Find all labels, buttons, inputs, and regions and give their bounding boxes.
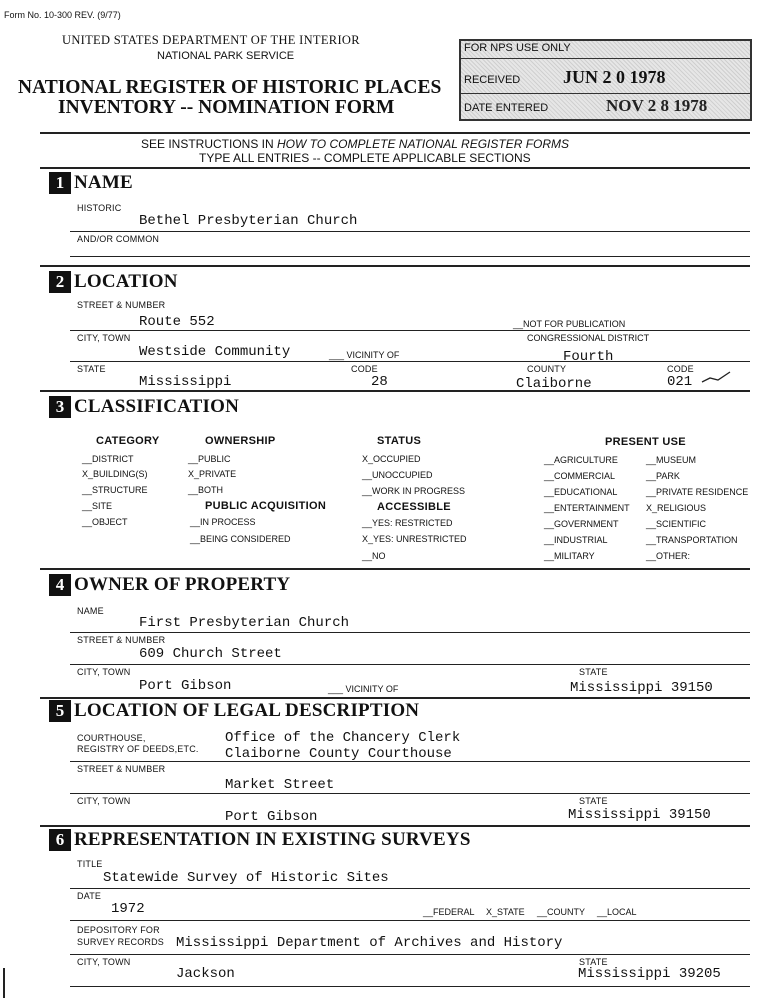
survey-state: X_STATE [486, 907, 525, 917]
nps-use-box [459, 39, 752, 121]
common-label: AND/OR COMMON [77, 234, 160, 244]
vicinity-of: ___ VICINITY OF [329, 350, 400, 360]
survey-city-label: CITY, TOWN [77, 957, 131, 967]
courthouse-label-1: COURTHOUSE, [77, 733, 146, 743]
location-county: Claiborne [516, 376, 592, 392]
section-6-number: 6 [49, 829, 71, 851]
scan-mark [3, 968, 5, 998]
agency-line-1: UNITED STATES DEPARTMENT OF THE INTERIOR [62, 33, 360, 47]
status-work-in-progress: __WORK IN PROGRESS [362, 486, 466, 496]
checkmark-icon [700, 370, 732, 386]
use-industrial: __INDUSTRIAL [544, 535, 608, 545]
section-4-title: OWNER OF PROPERTY [74, 574, 291, 595]
date-entered-label: DATE ENTERED [464, 102, 549, 114]
acquisition-considered: __BEING CONSIDERED [190, 534, 291, 544]
section-2-number: 2 [49, 271, 71, 293]
accessible-no: __NO [362, 551, 386, 561]
congressional-district: Fourth [563, 349, 614, 365]
received-label: RECEIVED [464, 74, 521, 86]
historic-label: HISTORIC [77, 203, 122, 213]
section-5-number: 5 [49, 700, 71, 722]
form-title-1: NATIONAL REGISTER OF HISTORIC PLACES [18, 77, 442, 98]
historic-name: Bethel Presbyterian Church [139, 213, 358, 229]
category-site: __SITE [82, 501, 113, 511]
category-buildings: X_BUILDING(S) [82, 469, 148, 479]
ownership-both: __BOTH [188, 485, 224, 495]
section-1-number: 1 [49, 172, 71, 194]
location-street: Route 552 [139, 314, 215, 330]
acquisition-in-process: __IN PROCESS [190, 517, 256, 527]
form-title-2: INVENTORY -- NOMINATION FORM [58, 97, 395, 118]
survey-state-label: STATE [579, 957, 608, 967]
legal-state: Mississippi 39150 [568, 807, 711, 823]
instructions-prefix: SEE INSTRUCTIONS IN [141, 137, 278, 151]
present-use-heading: PRESENT USE [605, 436, 686, 448]
rule [40, 825, 750, 827]
rule [40, 167, 750, 169]
location-city: Westside Community [139, 344, 291, 360]
rule [70, 664, 750, 665]
section-3-number: 3 [49, 396, 71, 418]
owner-street: 609 Church Street [139, 646, 282, 662]
use-military: __MILITARY [544, 551, 595, 561]
depository-value: Mississippi Department of Archives and History [176, 935, 563, 951]
status-occupied: X_OCCUPIED [362, 454, 421, 464]
use-other: __OTHER: [646, 551, 691, 561]
use-transportation: __TRANSPORTATION [646, 535, 738, 545]
nps-box-title: FOR NPS USE ONLY [464, 42, 571, 54]
instructions-line-1 [141, 137, 569, 151]
rule [70, 986, 750, 987]
rule [40, 697, 750, 699]
use-museum: __MUSEUM [646, 455, 697, 465]
ownership-public: __PUBLIC [188, 454, 231, 464]
rule [70, 361, 750, 362]
legal-street: Market Street [225, 777, 335, 793]
use-park: __PARK [646, 471, 680, 481]
owner-name-label: NAME [77, 606, 104, 616]
use-scientific: __SCIENTIFIC [646, 519, 707, 529]
category-structure: __STRUCTURE [82, 485, 148, 495]
legal-city-label: CITY, TOWN [77, 796, 131, 806]
use-commercial: __COMMERCIAL [544, 471, 616, 481]
use-educational: __EDUCATIONAL [544, 487, 618, 497]
owner-name: First Presbyterian Church [139, 615, 350, 631]
received-stamp: JUN 2 0 1978 [563, 67, 666, 87]
status-unoccupied: __UNOCCUPIED [362, 470, 433, 480]
rule [40, 568, 750, 570]
state-code: 28 [371, 374, 388, 390]
location-state: Mississippi [139, 374, 232, 390]
city-label: CITY, TOWN [77, 333, 131, 343]
owner-city: Port Gibson [139, 678, 232, 694]
owner-street-label: STREET & NUMBER [77, 635, 166, 645]
use-government: __GOVERNMENT [544, 519, 619, 529]
rule [40, 390, 750, 392]
survey-county: __COUNTY [537, 907, 586, 917]
owner-state: Mississippi 39150 [570, 680, 713, 696]
section-4-number: 4 [49, 574, 71, 596]
survey-local: __LOCAL [597, 907, 637, 917]
rule [70, 920, 750, 921]
courthouse-label-2: REGISTRY OF DEEDS,ETC. [77, 744, 199, 754]
acquisition-heading: PUBLIC ACQUISITION [205, 500, 327, 512]
instructions-italic: HOW TO COMPLETE NATIONAL REGISTER FORMS [277, 137, 570, 151]
rule [70, 888, 750, 889]
category-district: __DISTRICT [82, 454, 134, 464]
survey-title: Statewide Survey of Historic Sites [103, 870, 389, 886]
section-5-title: LOCATION OF LEGAL DESCRIPTION [74, 700, 420, 721]
survey-date-label: DATE [77, 891, 102, 901]
legal-street-label: STREET & NUMBER [77, 764, 166, 774]
survey-date: 1972 [111, 901, 145, 917]
status-heading: STATUS [377, 435, 422, 447]
survey-federal: __FEDERAL [423, 907, 475, 917]
street-label: STREET & NUMBER [77, 300, 166, 310]
owner-city-label: CITY, TOWN [77, 667, 131, 677]
use-entertainment: __ENTERTAINMENT [544, 503, 630, 513]
use-agriculture: __AGRICULTURE [544, 455, 618, 465]
depository-label-1: DEPOSITORY FOR [77, 925, 160, 935]
rule [70, 256, 750, 257]
category-heading: CATEGORY [96, 435, 160, 447]
county-code: 021 [667, 374, 693, 390]
code2-label: CODE [667, 364, 694, 374]
section-1-title: NAME [74, 172, 133, 193]
accessible-heading: ACCESSIBLE [377, 501, 451, 513]
survey-state: Mississippi 39205 [578, 966, 721, 982]
rule [70, 793, 750, 794]
state-label: STATE [77, 364, 106, 374]
code-label: CODE [351, 364, 378, 374]
rule [40, 132, 750, 134]
survey-city: Jackson [176, 966, 235, 982]
section-3-title: CLASSIFICATION [74, 396, 240, 417]
not-for-publication: __NOT FOR PUBLICATION [513, 319, 626, 329]
survey-title-label: TITLE [77, 859, 103, 869]
depository-label-2: SURVEY RECORDS [77, 937, 164, 947]
county-label: COUNTY [527, 364, 567, 374]
section-2-title: LOCATION [74, 271, 178, 292]
category-object: __OBJECT [82, 517, 128, 527]
legal-state-label: STATE [579, 796, 608, 806]
use-religious: X_RELIGIOUS [646, 503, 707, 513]
owner-vicinity-of: ___ VICINITY OF [328, 684, 399, 694]
section-6-title: REPRESENTATION IN EXISTING SURVEYS [74, 829, 471, 850]
courthouse-value-1: Office of the Chancery Clerk [225, 730, 461, 746]
instructions-line-2: TYPE ALL ENTRIES -- COMPLETE APPLICABLE SECTIONS [199, 151, 531, 165]
agency-line-2: NATIONAL PARK SERVICE [157, 50, 295, 62]
rule [70, 330, 750, 331]
date-entered-stamp: NOV 2 8 1978 [606, 96, 708, 115]
owner-state-label: STATE [579, 667, 608, 677]
congressional-label: CONGRESSIONAL DISTRICT [527, 333, 650, 343]
ownership-heading: OWNERSHIP [205, 435, 276, 447]
ownership-private: X_PRIVATE [188, 469, 237, 479]
use-private-residence: __PRIVATE RESIDENCE [646, 487, 749, 497]
rule [40, 265, 750, 267]
rule [70, 761, 750, 762]
rule [70, 954, 750, 955]
rule [70, 231, 750, 232]
legal-city: Port Gibson [225, 809, 318, 825]
rule [70, 632, 750, 633]
courthouse-value-2: Claiborne County Courthouse [225, 746, 452, 762]
accessible-restricted: __YES: RESTRICTED [362, 518, 453, 528]
form-number: Form No. 10-300 REV. (9/77) [4, 10, 121, 20]
accessible-unrestricted: X_YES: UNRESTRICTED [362, 534, 467, 544]
